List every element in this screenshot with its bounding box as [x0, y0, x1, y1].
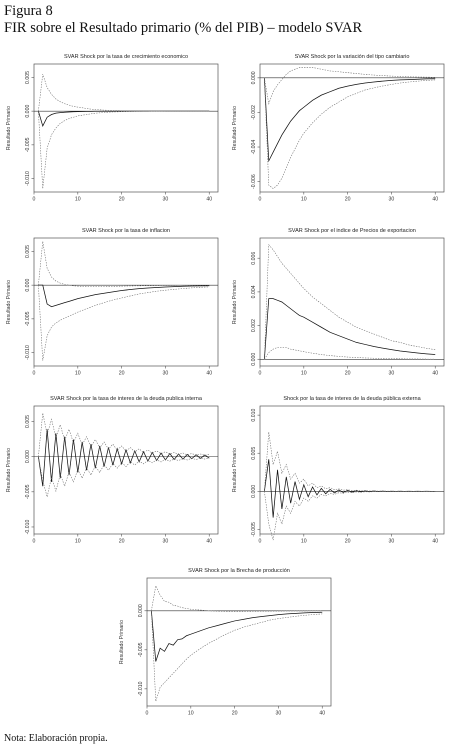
x-tick-label: 0 — [258, 196, 262, 203]
x-tick-label: 10 — [74, 196, 81, 203]
y-tick-label: 0.000 — [25, 104, 31, 118]
y-tick-label: -0.005 — [25, 311, 31, 327]
y-tick-label: 0.002 — [251, 319, 257, 333]
y-tick-label: -0.002 — [251, 105, 257, 120]
irf-line — [264, 299, 435, 360]
lower-band-line — [38, 457, 209, 497]
y-axis-label: Resultado Primario — [6, 447, 12, 493]
plot-frame — [147, 578, 331, 706]
x-tick-label: 20 — [231, 710, 238, 717]
y-tick-label: -0.010 — [25, 519, 31, 535]
y-tick-label: -0.005 — [25, 484, 31, 500]
y-tick-label: -0.005 — [251, 522, 257, 537]
y-tick-label: 0.005 — [25, 244, 31, 258]
plot-frame — [260, 64, 444, 192]
y-axis-label: Resultado Primario — [232, 105, 238, 151]
y-tick-label: -0.010 — [138, 681, 144, 697]
y-axis-label: Resultado Primario — [6, 279, 12, 325]
chart-title: SVAR Shock por la tasa de interes de la deuda publica interna — [50, 396, 202, 402]
x-tick-label: 0 — [258, 370, 262, 377]
figure-subtitle: FIR sobre el Resultado primario (% del PIB) – modelo SVAR — [4, 20, 363, 36]
x-tick-label: 40 — [206, 538, 213, 545]
x-tick-label: 40 — [319, 710, 326, 717]
y-tick-label: 0.000 — [138, 604, 144, 618]
figure-note: Nota: Elaboración propia. — [4, 733, 108, 744]
irf-chart-svg — [0, 390, 226, 555]
y-tick-label: -0.006 — [251, 174, 257, 189]
x-tick-label: 0 — [32, 196, 36, 203]
y-tick-label: 0.006 — [251, 251, 257, 265]
x-tick-label: 0 — [32, 538, 36, 545]
y-tick-label: 0.000 — [25, 278, 31, 292]
y-axis-label: Resultado Primario — [232, 279, 238, 325]
irf-line — [38, 111, 209, 126]
y-tick-label: 0.005 — [25, 70, 31, 84]
x-tick-label: 30 — [162, 538, 169, 545]
upper-band-line — [151, 586, 322, 612]
lower-band-line — [151, 611, 322, 702]
chart-title: SVAR Shock por la tasa de crecimiento economico — [63, 54, 189, 60]
x-tick-label: 20 — [118, 538, 125, 545]
x-tick-label: 30 — [162, 196, 169, 203]
x-tick-label: 20 — [344, 370, 351, 377]
upper-band-line — [38, 413, 209, 457]
chart-title: SVAR Shock por la tasa de inflacion — [82, 228, 170, 234]
irf-chart-svg — [113, 562, 339, 727]
plot-frame — [34, 238, 218, 366]
chart-title: Shock por la tasa de interes de la deuda pública externa — [283, 396, 421, 402]
x-tick-label: 30 — [388, 370, 395, 377]
x-tick-label: 10 — [300, 370, 307, 377]
y-tick-label: 0.005 — [251, 446, 257, 460]
upper-band-line — [264, 432, 435, 491]
y-tick-label: -0.005 — [25, 137, 31, 153]
y-tick-label: 0.000 — [25, 450, 31, 464]
y-axis-label: Resultado Primario — [6, 105, 12, 151]
y-tick-label: -0.004 — [251, 139, 257, 155]
lower-band-line — [264, 347, 435, 359]
upper-band-line — [38, 241, 209, 286]
lower-band-line — [38, 285, 209, 360]
irf-panel-inflation — [0, 222, 226, 387]
figure-title: Figura 8 — [4, 3, 53, 19]
irf-panel-growth — [0, 48, 226, 213]
x-tick-label: 40 — [432, 196, 439, 203]
upper-band-line — [264, 245, 435, 360]
x-tick-label: 20 — [344, 196, 351, 203]
irf-panel-output-gap — [113, 562, 339, 727]
x-tick-label: 20 — [118, 370, 125, 377]
plot-frame — [260, 238, 444, 366]
upper-band-line — [38, 74, 209, 111]
x-tick-label: 40 — [432, 370, 439, 377]
y-tick-label: 0.010 — [251, 408, 257, 422]
irf-chart-svg — [226, 390, 452, 555]
chart-title: SVAR Shock por la Brecha de producción — [188, 568, 290, 574]
chart-title: SVAR Shock por la variación del tipo cambiario — [294, 54, 410, 60]
y-tick-label: 0.000 — [251, 352, 257, 366]
irf-chart-svg — [226, 48, 452, 213]
lower-band-line — [38, 111, 209, 188]
irf-line — [264, 78, 435, 161]
irf-panel-domestic-debt-rate — [0, 390, 226, 555]
irf-panel-export-prices — [226, 222, 452, 387]
y-tick-label: 0.005 — [25, 414, 31, 428]
y-axis-label: Resultado Primario — [119, 619, 125, 665]
x-tick-label: 10 — [187, 710, 194, 717]
x-tick-label: 20 — [344, 538, 351, 545]
plot-frame — [34, 406, 218, 534]
plot-frame — [34, 64, 218, 192]
y-tick-label: 0.004 — [251, 285, 257, 299]
irf-chart-svg — [0, 48, 226, 213]
lower-band-line — [264, 78, 435, 189]
x-tick-label: 10 — [300, 538, 307, 545]
x-tick-label: 40 — [432, 538, 439, 545]
irf-line — [151, 611, 322, 662]
y-tick-label: -0.010 — [25, 345, 31, 360]
x-tick-label: 40 — [206, 370, 213, 377]
y-axis-label: Resultado Primario — [232, 447, 238, 493]
plot-frame — [260, 406, 444, 534]
x-tick-label: 0 — [258, 538, 262, 545]
x-tick-label: 30 — [388, 196, 395, 203]
x-tick-label: 40 — [206, 196, 213, 203]
chart-title: SVAR Shock por el indice de Precios de exportacion — [288, 228, 416, 234]
y-tick-label: 0.000 — [251, 484, 257, 498]
y-tick-label: 0.000 — [251, 71, 257, 85]
x-tick-label: 10 — [74, 370, 81, 377]
irf-chart-svg — [0, 222, 226, 387]
irf-panel-external-debt-rate — [226, 390, 452, 555]
irf-chart-svg — [226, 222, 452, 387]
x-tick-label: 20 — [118, 196, 125, 203]
irf-line — [264, 459, 435, 517]
irf-panel-exchange-rate — [226, 48, 452, 213]
y-tick-label: -0.005 — [138, 642, 144, 658]
y-tick-label: -0.010 — [25, 171, 31, 186]
x-tick-label: 30 — [162, 370, 169, 377]
x-tick-label: 30 — [388, 538, 395, 545]
x-tick-label: 0 — [32, 370, 36, 377]
x-tick-label: 10 — [74, 538, 81, 545]
x-tick-label: 10 — [300, 196, 307, 203]
x-tick-label: 30 — [275, 710, 282, 717]
x-tick-label: 0 — [145, 710, 149, 717]
